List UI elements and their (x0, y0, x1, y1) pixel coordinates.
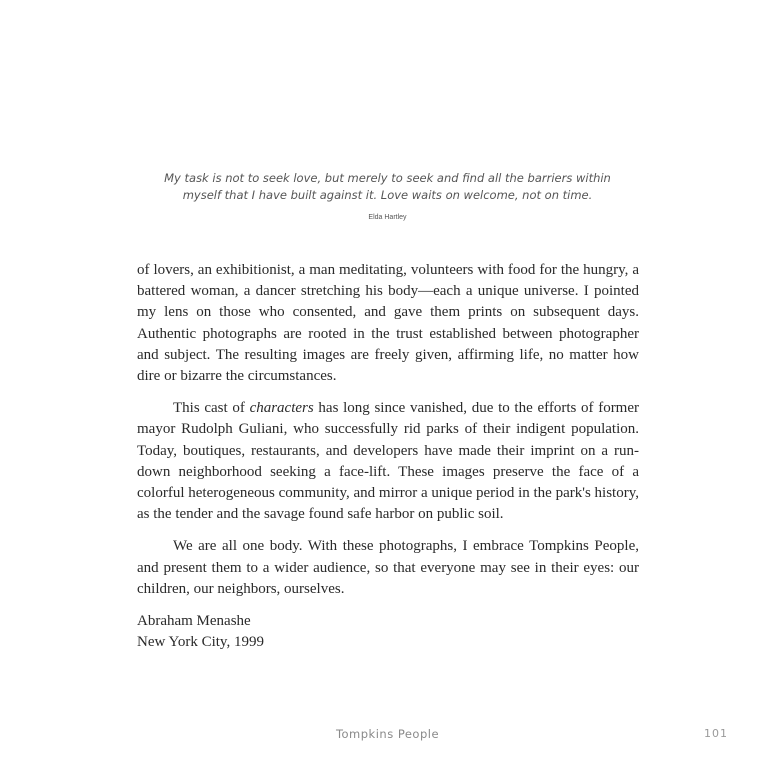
footer-book-title: Tompkins People (335, 727, 440, 741)
epigraph-line-2: myself that I have built against it. Love waits on welcome, not on time. (182, 188, 593, 202)
paragraph-1: of lovers, an exhibitionist, a man meditating, volunteers with food for the hungry, a battered woman, a dancer stretching his body—each a unique universe. I pointed my lens on those who consented, and gave them prints on subsequent days. Authentic photographs are rooted in the trust established between photographer and subject. The resulting images are freely given, affirming life, no matter how dire or bizarre the circumstances. (137, 262, 639, 385)
epigraph (120, 170, 655, 226)
paragraph-2-end: has long since vanished, due to the efforts of former mayor Rudolph Guliani, who successfully rid parks of their indigent population. Today, boutiques, restaurants, and developers have made their imprint on a run-down neighborhood seeking a face-lift. These images preserve the face of a colorful heterogeneous community, and mirror a unique period in the park's history, as the tender and the savage found safe harbor on public soil. (137, 400, 640, 523)
epigraph-line-1: My task is not to seek love, but merely to seek and find all the barriers within (164, 171, 611, 185)
paragraph-3: We are all one body. With these photographs, I embrace Tompkins People, and present them to a wider audience, so that everyone may see in their eyes: our children, our neighbors, ourselves. (137, 538, 639, 597)
paragraph-2 (137, 398, 639, 525)
epigraph-author: Elda Hartley (368, 214, 407, 221)
body-text (137, 260, 639, 653)
signature-name: Abraham Menashe (137, 613, 251, 630)
signature (137, 611, 639, 653)
page-number: 101 (704, 727, 728, 740)
paragraph-2-start: This cast of (173, 400, 250, 417)
paragraph-2-emphasis: characters (249, 400, 314, 417)
signature-place-date: New York City, 1999 (137, 634, 264, 651)
